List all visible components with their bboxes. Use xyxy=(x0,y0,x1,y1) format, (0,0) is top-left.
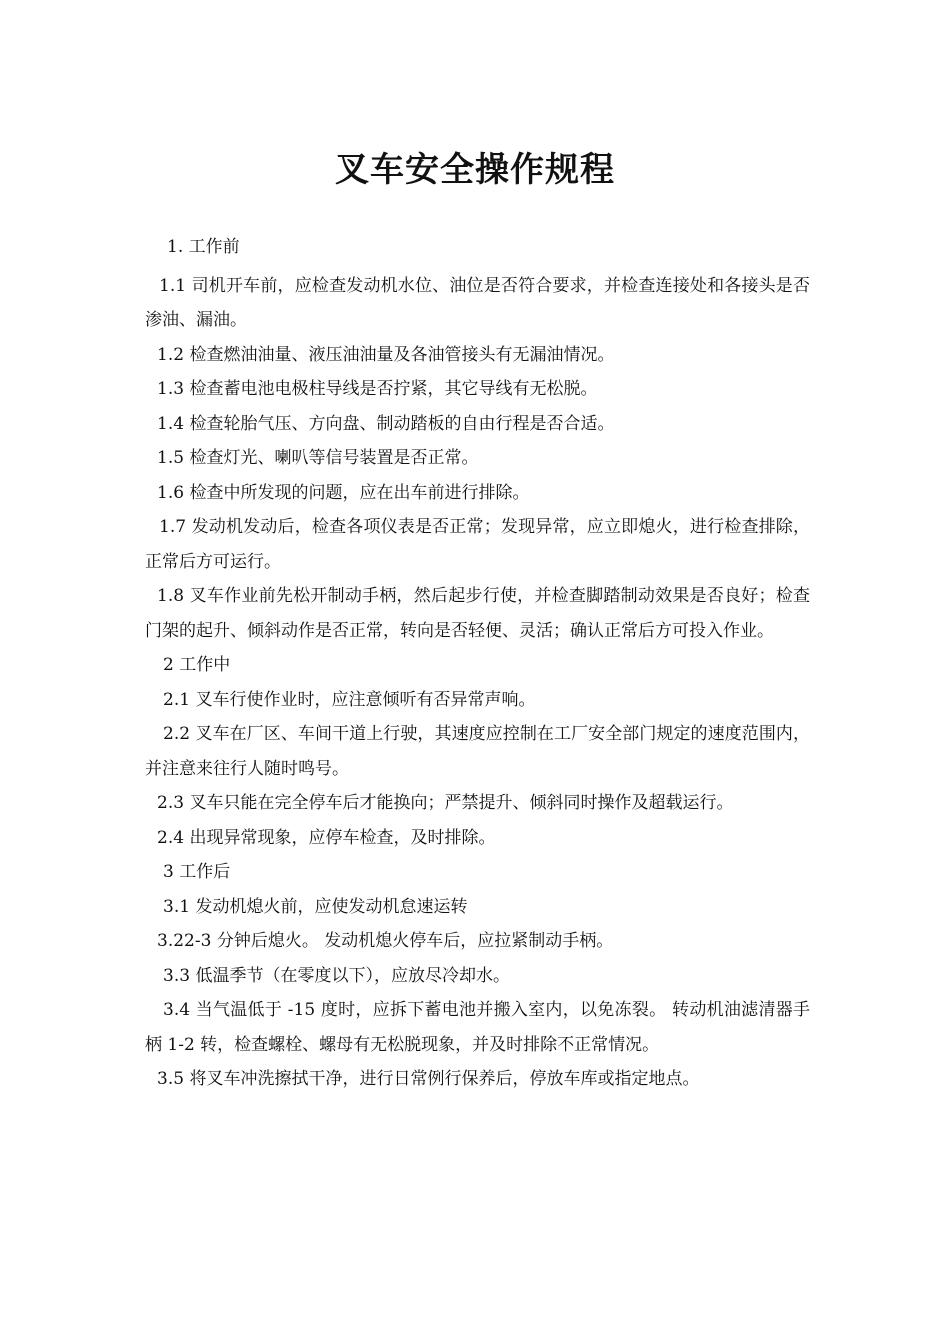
paragraph-2-1: 2.1 叉车行使作业时，应注意倾听有否异常声响。 xyxy=(163,689,536,710)
paragraph-1-3: 1.3 检查蓄电池电极柱导线是否拧紧，其它导线有无松脱。 xyxy=(157,379,598,399)
paragraph-3-1: 3.1 发动机熄火前，应使发动机怠速运转 xyxy=(163,896,468,917)
paragraph-2-2: 2.2 叉车在厂区、车间干道上行驶，其速度应控制在工厂安全部门规定的速度范围内，并注意来往行人随时鸣号。 xyxy=(145,724,810,779)
paragraph-1-5: 1.5 检查灯光、喇叭等信号装置是否正常。 xyxy=(157,448,479,468)
section-heading-before-work: 1. 工作前 xyxy=(167,237,240,257)
paragraph-1-4: 1.4 检查轮胎气压、方向盘、制动踏板的自由行程是否合适。 xyxy=(157,413,615,434)
paragraph-2-3: 2.3 叉车只能在完全停车后才能换向；严禁提升、倾斜同时操作及超载运行。 xyxy=(157,793,734,813)
paragraph-3-5: 3.5 将叉车冲洗擦拭干净，进行日常例行保养后，停放车库或指定地点。 xyxy=(157,1069,700,1089)
paragraph-1-2: 1.2 检查燃油油量、液压油油量及各油管接头有无漏油情况。 xyxy=(157,344,615,365)
document-body xyxy=(145,230,810,1097)
document-title: 叉车安全操作规程 xyxy=(335,150,615,190)
paragraph-1-1: 1.1 司机开车前，应检查发动机水位、油位是否符合要求，并检查连接处和各接头是否渗油、漏油。 xyxy=(145,275,810,330)
paragraph-3-3: 3.3 低温季节（在零度以下），应放尽冷却水。 xyxy=(163,965,510,986)
paragraph-1-6: 1.6 检查中所发现的问题，应在出车前进行排除。 xyxy=(157,482,530,503)
paragraph-2-4: 2.4 出现异常现象，应停车检查，及时排除。 xyxy=(157,827,496,848)
paragraph-3-2: 3.22-3 分钟后熄火。 发动机熄火停车后，应拉紧制动手柄。 xyxy=(157,931,614,951)
paragraph-1-8: 1.8 叉车作业前先松开制动手柄，然后起步行使，并检查脚踏制动效果是否良好；检查门架的起升、倾斜动作是否正常，转向是否轻便、灵活；确认正常后方可投入作业。 xyxy=(145,586,810,641)
paragraph-3-4: 3.4 当气温低于 -15 度时，应拆下蓄电池并搬入室内，以免冻裂。 转动机油滤清器手柄 1-2 转，检查螺栓、螺母有无松脱现象，并及时排除不正常情况。 xyxy=(145,1000,810,1055)
section-heading-after-work: 3 工作后 xyxy=(163,862,231,882)
section-heading-during-work: 2 工作中 xyxy=(163,655,231,675)
paragraph-1-7: 1.7 发动机发动后，检查各项仪表是否正常；发现异常，应立即熄火，进行检查排除，正常后方可运行。 xyxy=(145,517,810,572)
